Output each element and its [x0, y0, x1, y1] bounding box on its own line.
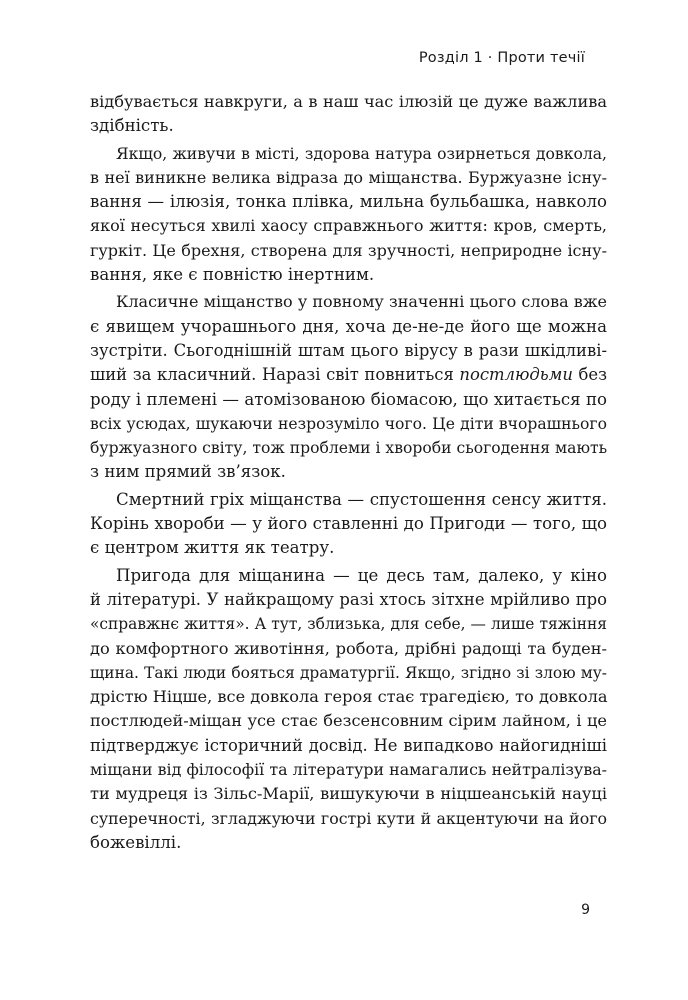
text-line: вання — ілюзія, тонка плівка, мильна бульбашка, навколо	[90, 192, 607, 212]
text-line: відбувається навкруги, а в наш час ілюзій це дуже важлива	[90, 92, 607, 111]
text-segment: без	[572, 365, 608, 385]
text-line: суперечності, згладжуючи гострі кути й акцентуючи на його	[90, 808, 607, 828]
text-line: постлюдей-міщан усе стає безсенсовним сірим лайном, і це	[90, 711, 607, 731]
text-line: божевіллі.	[90, 832, 182, 852]
paragraph	[90, 90, 607, 139]
text-line: вання, яке є повністю інертним.	[90, 265, 375, 285]
text-line: щина. Такі люди бояться драматургії. Якщо, згідно зі злою му-	[90, 663, 607, 682]
text-line: є центром життя як театру.	[90, 538, 335, 558]
text-line: Класичне міщанство у повному значенні цього слова вже	[116, 292, 607, 312]
text-line: до комфортного животіння, робота, дрібні радощі та буден-	[90, 638, 607, 658]
text-line: в неї виникне велика відраза до міщанства. Буржуазне існу-	[90, 167, 607, 187]
paragraph	[90, 290, 607, 484]
page-number: 9	[581, 902, 590, 918]
text-line: дрістю Ніцше, все довкола героя стає трагедією, то довкола	[90, 687, 608, 707]
text-line: підтверджує історичний досвід. Не випадково найогидніші	[90, 735, 607, 755]
running-head: Розділ 1 · Проти течії	[418, 50, 585, 66]
text-line: ти мудреця із Зільс-Марії, вишукуючи в ніцшеанській науці	[90, 784, 607, 804]
text-line: Якщо, живучи в місті, здорова натура озирнеться довкола,	[116, 144, 607, 163]
paragraph	[90, 564, 607, 856]
text-line: здібність.	[90, 116, 174, 136]
text-line: зустріти. Сьогоднішній штам цього вірусу в рази шкідливі-	[90, 340, 607, 360]
text-line: з ним прямий зв’язок.	[90, 462, 286, 482]
text-line: Пригода для міщанина — це десь там, далеко, у кіно	[116, 565, 607, 585]
paragraph	[90, 488, 607, 561]
text-line: якої несуться хвилі хаосу справжнього життя: кров, смерть,	[90, 216, 607, 236]
text-segment: ший за класичний. Наразі світ повниться	[90, 365, 460, 385]
text-line: є явищем учорашнього дня, хоча де-не-де його ще можна	[90, 316, 607, 336]
text-line: Корінь хвороби — у його ставленні до Пригоди — того, що	[90, 514, 607, 534]
text-line: міщани від філософії та літератури намагались нейтралізува-	[90, 760, 607, 780]
text-line: «справжнє життя». А тут, зблизька, для себе, — лише тяжіння	[90, 615, 607, 634]
body-text	[90, 90, 607, 855]
text-line: й літературі. У найкращому разі хтось зітхне мрійливо про	[90, 589, 607, 609]
text-line-with-italic	[90, 363, 607, 387]
text-line: роду і племені — атомізованою біомасою, що хитається по	[90, 389, 607, 409]
text-line: всіх усюдах, шукаючи незрозуміло чого. Це діти вчорашнього	[90, 414, 607, 433]
text-line: Смертний гріх міщанства — спустошення сенсу життя.	[116, 489, 607, 509]
italic-term: постлюдьми	[459, 365, 573, 385]
paragraph	[90, 142, 607, 288]
text-line: гуркіт. Це брехня, створена для зручності, неприродне існу-	[90, 240, 607, 260]
text-line: буржуазного світу, тож проблеми і хвороби сьогодення мають	[90, 439, 608, 458]
